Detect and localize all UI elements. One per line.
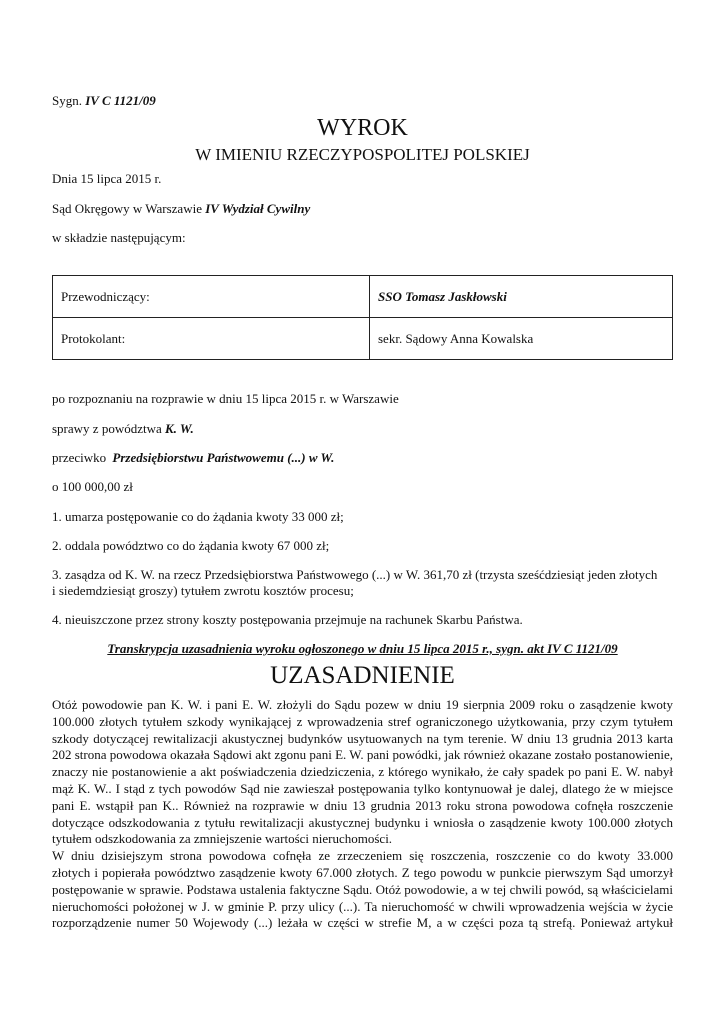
role-cell: Przewodniczący: bbox=[53, 276, 370, 318]
defendant-prefix: przeciwko bbox=[52, 450, 107, 465]
table-row bbox=[53, 276, 673, 318]
text-line: 202 strona powodowa okazała Sądowi akt zgonu pani E. W. pani powódki, jak również okazane zostało postanowienie, bbox=[52, 747, 673, 763]
composition-table bbox=[52, 275, 673, 360]
person-cell: sekr. Sądowy Anna Kowalska bbox=[370, 318, 673, 360]
text-line: złotych i popierała powództwo zasądzenie kwoty 67.000 złotych. Z tego powodu w punkcie pierwszym Sąd umorzył bbox=[52, 864, 673, 880]
ruling-item: 2. oddala powództwo co do żądania kwoty 67 000 zł; bbox=[52, 538, 330, 553]
table-row bbox=[53, 318, 673, 360]
signature-prefix: Sygn. bbox=[52, 93, 82, 108]
verdict-date: Dnia 15 lipca 2015 r. bbox=[52, 171, 162, 186]
text-line: mąż K. W.. I stąd z tych powodów Sąd nie zawieszał postępowania tylko kontynuował je dalej, dlatego że w miejsce bbox=[52, 780, 673, 796]
text-line: 100.000 złotych tytułem szkody wynikającej z wprowadzenia stref ograniczonego użytkowania, przy czym tytułem bbox=[52, 713, 673, 729]
text-line: Otóż powodowie pan K. W. i pani E. W. złożyli do Sądu pozew w dniu 19 sierpnia 2009 roku o zasądzenie kwoty bbox=[52, 697, 673, 712]
claim-amount: o 100 000,00 zł bbox=[52, 479, 133, 494]
plaintiff-line bbox=[52, 421, 194, 437]
justification-paragraph-1 bbox=[52, 697, 673, 932]
text-line: rozporządzenie numer 50 Wojewody (...) leżała w części w strefie M, a w części poza tą strefą. Ponieważ artykuł bbox=[52, 915, 673, 931]
verdict-subtitle: W IMIENIU RZECZYPOSPOLITEJ POLSKIEJ bbox=[195, 145, 530, 164]
text-line: postępowanie w sprawie. Podstawa ustalenia faktyczne Sądu. Otóż powodowie, a w tej chwili powód, są właścicielami bbox=[52, 881, 673, 897]
role-cell: Protokolant: bbox=[53, 318, 370, 360]
defendant-name: Przedsiębiorstwu Państwowemu (...) w W. bbox=[112, 450, 335, 465]
ruling-item: 4. nieuiszczone przez strony koszty postępowania przejmuje na rachunek Skarbu Państwa. bbox=[52, 612, 523, 627]
ruling-item: 3. zasądza od K. W. na rzecz Przedsiębiorstwa Państwowego (...) w W. 361,70 zł (trzysta sześćdziesiąt jeden złotych bbox=[52, 567, 658, 582]
court-division: IV Wydział Cywilny bbox=[205, 201, 311, 216]
text-line: pani E. wstąpił pan K.. Również na rozprawie w dniu 13 grudnia 2013 roku strona powodowa cofnęła roszczenie bbox=[52, 797, 673, 813]
text-line: szkody dotyczącej rewitalizacji akustycznej budynków usytuowanych na tym terenie. W dniu 13 grudnia 2013 karta bbox=[52, 730, 673, 746]
court-name bbox=[52, 201, 310, 217]
ruling-item: 1. umarza postępowanie co do żądania kwoty 33 000 zł; bbox=[52, 509, 344, 524]
text-line: dotyczące odszkodowania z tytułu rewitalizacji akustycznej budynku i wniosła o zasądzenie kwoty 100.000 złotych bbox=[52, 814, 673, 830]
text-line: znaczy nie postanowienie a akt poświadczenia dziedziczenia, z którego wynikało, że cały spadek po pani E. W. nabył bbox=[52, 764, 673, 780]
plaintiff-name: K. W. bbox=[165, 421, 194, 436]
composition-intro: w składzie następującym: bbox=[52, 230, 186, 245]
text-line: nieruchomości położonej w J. w gminie P. przy ulicy (...). Ta nieruchomość w chwili wprowadzenia wejścia w życie bbox=[52, 898, 673, 914]
signature-value: IV C 1121/09 bbox=[85, 93, 156, 108]
hearing-info: po rozpoznaniu na rozprawie w dniu 15 lipca 2015 r. w Warszawie bbox=[52, 391, 399, 406]
transcript-heading: Transkrypcja uzasadnienia wyroku ogłoszonego w dniu 15 lipca 2015 r., sygn. akt IV C 1121/09 bbox=[107, 641, 618, 656]
ruling-item-continuation: i siedemdziesiąt groszy) tytułem zwrotu kosztów procesu; bbox=[52, 583, 354, 598]
verdict-title: WYROK bbox=[317, 115, 408, 141]
plaintiff-prefix: sprawy z powództwa bbox=[52, 421, 162, 436]
text-line: tytułem odszkodowania za zmniejszenie wartości nieruchomości. bbox=[52, 831, 393, 847]
defendant-line bbox=[52, 450, 334, 466]
case-signature bbox=[52, 93, 156, 109]
person-cell: SSO Tomasz Jaskłowski bbox=[370, 276, 673, 318]
court-prefix: Sąd Okręgowy w Warszawie bbox=[52, 201, 202, 216]
justification-title: UZASADNIENIE bbox=[270, 662, 455, 689]
text-line: W dniu dzisiejszym strona powodowa cofnęła ze zrzeczeniem się roszczenia, roszczenie co do kwoty 33.000 bbox=[52, 848, 673, 864]
